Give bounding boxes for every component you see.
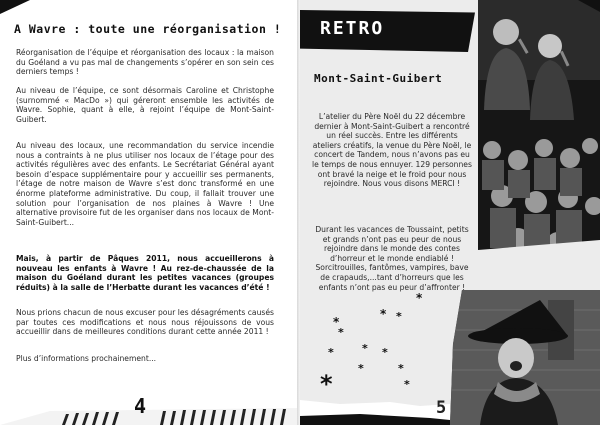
highlight-paragraph: Mais, à partir de Pâques 2011, nous accueillerons à nouveau les enfants à Wavre ! Au rez-de-chaussée de la maison du Goéland durant les petites vacances (groupes réduits) à la salle de l’Herbatte durant les vacances d’été ! [16,254,274,292]
bottom-stripes [0,405,300,425]
svg-text:*: * [416,291,423,305]
page-number: 5 [436,398,447,418]
svg-text:*: * [404,378,410,391]
corner-decoration [578,0,600,12]
svg-text:*: * [396,310,402,323]
page-number: 4 [134,394,147,418]
svg-text:*: * [358,362,364,375]
paragraph: Réorganisation de l’équipe et réorganisation des locaux : la maison du Goéland a vu pas mal de changements s’opérer en son sein ces derniers temps ! [16,48,274,77]
right-page [300,0,600,425]
svg-text:*: * [380,307,387,321]
section-banner-title: RETRO [320,18,385,39]
corner-decoration [0,0,30,14]
paragraph: Nous prions chacun de nous excuser pour les désagréments causés par toutes ces modifications et nous nous réjouissons de vous accueillir dans de meilleures conditions durant cette année 2011 ! [16,308,274,337]
paragraph: Durant les vacances de Toussaint, petits et grands n’ont pas eu peur de nous rejoindre dans le monde des contes d’horreur et le monde endiablé ! Sorcitrouilles, fantômes, vampires, bave de crapauds,...tant d’horreurs que les enfants n’ont pas eu peur d’affronter ! [315,225,469,292]
bottom-torn-edge [300,390,600,425]
svg-text:*: * [320,370,333,398]
article-title: A Wavre : toute une réorganisation ! [14,22,282,36]
paragraph: L’atelier du Père Noël du 22 décembre dernier à Mont-Saint-Guibert a rencontré un réel succès. Entre les différents ateliers créatifs, la venue du Père Noël, le concert de Tandem, nous n’avons pas eu le temps de nous ennuyer. 129 personnes ont bravé la neige et le froid pour nous rejoindre. Nous vous disons MERCI ! [312,112,472,189]
svg-text:*: * [333,315,340,329]
svg-text:*: * [338,326,344,339]
paragraph: Plus d’informations prochainement... [16,354,157,363]
article-subtitle: Mont-Saint-Guibert [314,72,443,85]
svg-text:*: * [398,362,404,375]
paragraph: Au niveau de l’équipe, ce sont désormais Caroline et Christophe (surnommé « MacDo ») qui géreront ensemble les activités de Wavre. Sophie, quant à elle, à rejoint l’équipe de Mont-Saint-Guibert. [16,86,274,124]
decorative-stars [300,0,600,425]
svg-text:*: * [382,346,388,359]
svg-text:*: * [362,342,368,355]
svg-text:*: * [328,346,334,359]
paragraph: Au niveau des locaux, une recommandation du service incendie nous a contraints à ne plus utiliser nos locaux de l’étage pour des activités régulières avec des enfants. Le Secrétariat Général ayant besoin d’espace supplémentaire pour y accueillir ses permanents, l’étage de notre maison de Wavre s’est donc transformé en une énorme plateforme administrative. Du coup, il fallait trouver une solution pour l’organisation de nos plaines à Wavre ! Une alternative provisoire fut de les organiser dans nos locaux de Mont-Saint-Guibert... [16,141,274,227]
